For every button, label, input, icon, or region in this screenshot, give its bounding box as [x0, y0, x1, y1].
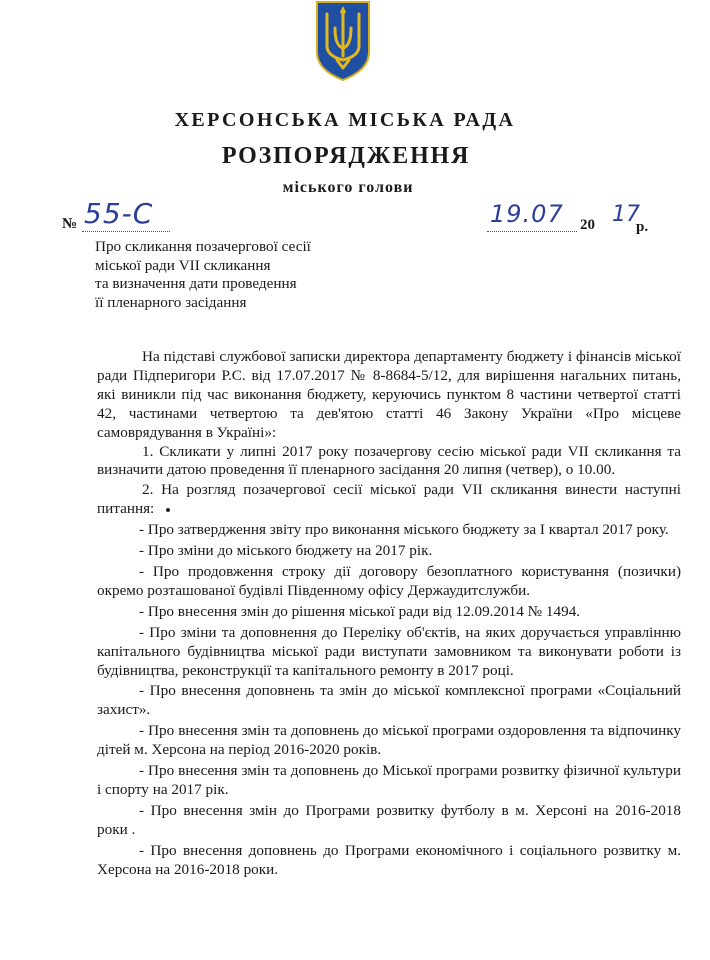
document-type-title: РОЗПОРЯДЖЕННЯ: [221, 143, 471, 169]
handwritten-number: 55-С: [84, 197, 154, 230]
year-unit: р.: [636, 219, 649, 235]
trident-coat-of-arms-icon: [313, 0, 373, 82]
handwritten-date: 19.07: [490, 200, 564, 228]
agenda-item: - Про внесення доповнень до Програми економічного і соціального розвитку м. Херсона на 2016-2018 роки.: [97, 841, 681, 878]
number-underline: [82, 231, 170, 232]
subject-line: міської ради VII скликання: [95, 256, 271, 274]
agenda-item: - Про зміни та доповнення до Переліку об'єктів, на яких доручається управлінню капітального будівництва міської ради виступати замовником та виконувати роботи із будівництва, реконструкції та капітального ремонту в 2017 році.: [97, 623, 681, 679]
agenda-item: - Про зміни до міського бюджету на 2017 рік.: [139, 542, 433, 560]
subject-line: Про скликання позачергової сесії: [95, 238, 311, 255]
agenda-item: - Про внесення змін до рішення міської ради від 12.09.2014 № 1494.: [139, 602, 581, 620]
agenda-item: - Про продовження строку дії договору безоплатного користування (позички) окремо розташованої будівлі Південному офісу Держаудитслужби.: [97, 562, 681, 599]
stray-mark: [166, 508, 170, 512]
subject-line: її пленарного засідання: [95, 293, 247, 311]
preamble-paragraph: На підставі службової записки директора департаменту бюджету і фінансів міської ради Підперигори Р.С. від 17.07.2017 № 8-8684-5/12, для вирішення нагальних питань, які виникли під час виконання бюджету, керуючись пунктом 8 частини четвертої статті 42, частинами четвертою та дев'ятою статті 46 Закону України «Про місцеве самоврядування в Україні»:: [97, 348, 681, 441]
document-subtype: міського голови: [282, 179, 414, 196]
date-underline: [487, 231, 577, 232]
agenda-item: - Про внесення змін та доповнень до міської програми оздоровлення та відпочинку дітей м. Херсона на період 2016-2020 років.: [97, 722, 681, 759]
subject-block: [95, 238, 395, 312]
agenda-item: - Про внесення змін до Програми розвитку футболу в м. Херсоні на 2016-2018 роки .: [97, 801, 681, 838]
item-1-paragraph: 1. Скликати у липні 2017 року позачергову сесію міської ради VII скликання та визначити датою проведення її пленарного засідання 20 липня (четвер), о 10.00.: [97, 442, 681, 479]
agenda-item: - Про внесення змін та доповнень до Міської програми розвитку фізичної культури і спорту на 2017 рік.: [97, 762, 681, 798]
document-body: [97, 348, 681, 879]
item-2-paragraph: [97, 481, 681, 519]
year-prefix: 20: [580, 217, 595, 233]
agenda-item: - Про внесення доповнень та змін до міської комплексної програми «Соціальний захист».: [97, 682, 681, 719]
organization-title: ХЕРСОНСЬКА МІСЬКА РАДА: [174, 109, 516, 131]
subject-line: та визначення дати проведення: [95, 275, 297, 293]
item-2-text: 2. На розгляд позачергової сесії міської ради VII скликання винести наступні питання:: [97, 481, 681, 518]
number-label: №: [62, 216, 78, 232]
agenda-item: - Про затвердження звіту про виконання міського бюджету за I квартал 2017 року.: [139, 521, 669, 539]
handwritten-year: 17: [612, 202, 640, 227]
